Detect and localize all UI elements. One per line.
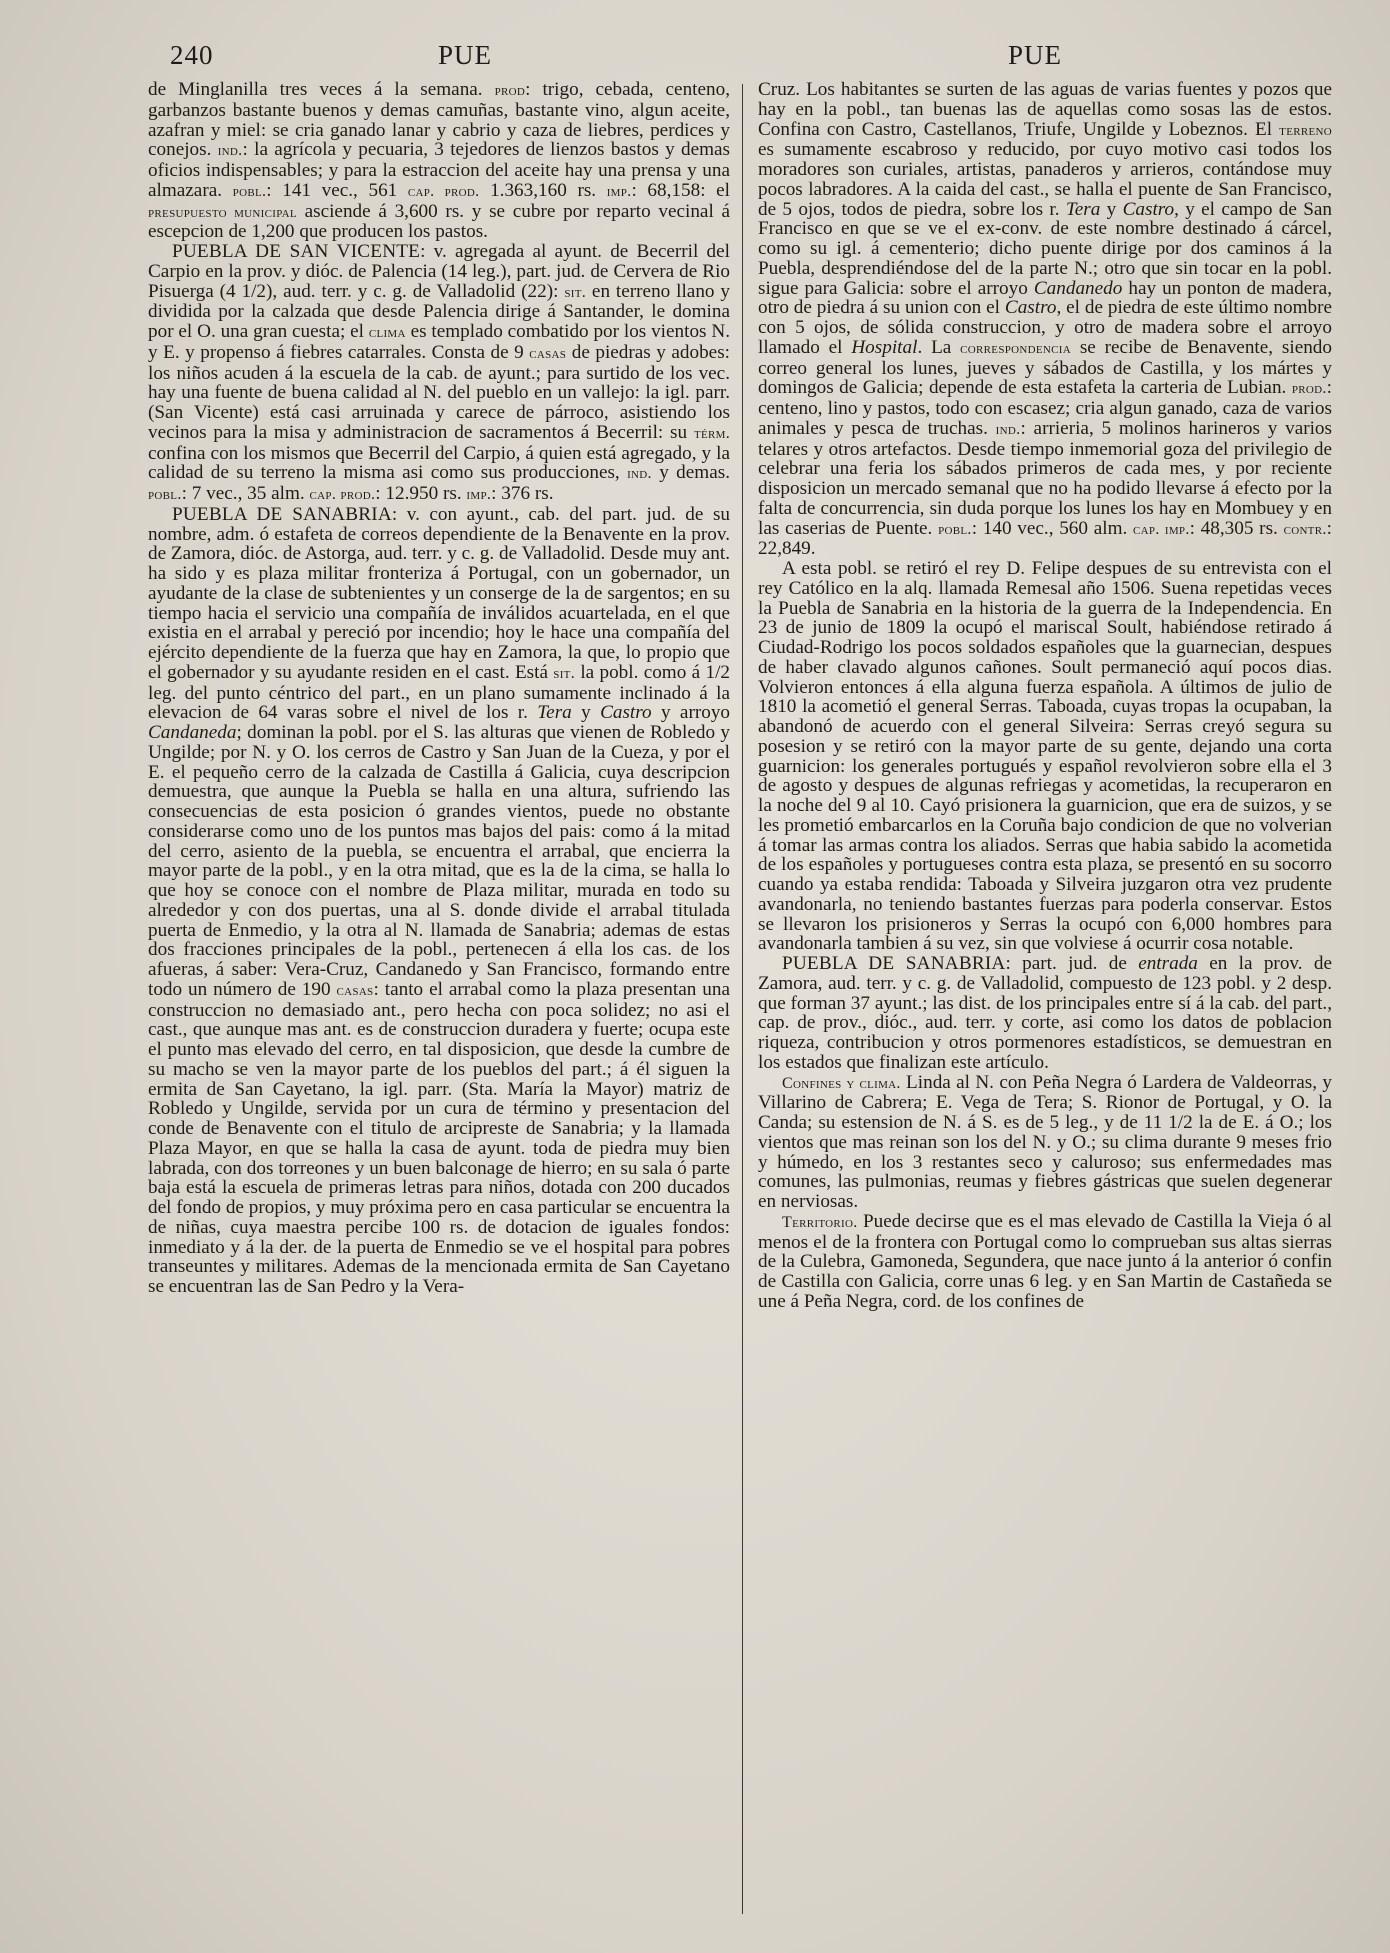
entry-puebla-de-san-vicente: PUEBLA DE SAN VICENTE: v. agregada al ayunt. de Becerril del Carpio en la prov. y dióc. de Palencia (14 leg.), part. jud. de Cervera de Rio Pisuerga (4 1/2), aud. terr. y c. g. de Valladolid (22): sit. en terreno llano y dividida por la calzada que desde Palencia dirige á Santander, le domina por el O. una gran cuesta; el clima es templado combatido por los vientos N. y E. y propenso á fiebres catarrales. Consta de 9 casas de piedras y adobes: los niños acuden á la escuela de la cab. de ayunt.; para surtido de los vec. hay una fuente de buena calidad al N. del pueblo en un vallejo: la igl. parr. (San Vicente) está casi arruinada y carece de párroco, asistiendo los vecinos para la misa y administracion de sacramentos á Becerril: su térm. confina con los mismos que Becerril del Carpio, á quien está agregado, y la calidad de su terreno la misma asi como sus producciones, ind. y demas. pobl.: 7 vec., 35 alm. cap. prod.: 12.950 rs. imp.: 376 rs. xyxy=(148,241,730,504)
entry-continuation-paragraph: de Minglanilla tres veces á la semana. prod: trigo, cebada, centeno, garbanzos bastante buenos y demas camuñas, bastante vino, algun aceite, azafran y miel: se cria ganado lanar y cabrio y caza de liebres, perdices y conejos. ind.: la agrícola y pecuaria, 3 tejedores de lienzos bastos y demas oficios indispensables; y para la estraccion del aceite hay una prensa y una almazara. pobl.: 141 vec., 561 cap. prod. 1.363,160 rs. imp.: 68,158: el presupuesto municipal asciende á 3,600 rs. y se cubre por reparto vecinal á escepcion de 1,200 que producen los pastos. xyxy=(148,80,730,243)
entry-title: PUEBLA DE SANABRIA xyxy=(172,503,392,525)
territorio-paragraph: Territorio. Puede decirse que es el mas elevado de Castilla la Vieja ó al menos el de la frontera con Portugal como lo comprueban sus altas sierras de la Culebra, Gamoneda, Segundera, que nace junto á la anterior ó confin de Castilla con Galicia, corre unas 6 leg. y en San Martin de Castañeda se une á Peña Negra, cord. de los confines de xyxy=(758,1210,1332,1312)
entry-puebla-de-sanabria-partido: PUEBLA DE SANABRIA: part. jud. de entrada en la prov. de Zamora, aud. terr. y c. g. de Valladolid, compuesto de 123 pobl. y 2 desp. que forman 37 ayunt.; las dist. de los principales entre sí á la cab. del part., cap. de prov., dióc., aud. terr. y corte, asi como los datos de poblacion riqueza, contribucion y otros pormenores estadísticos, se demuestran en los estados que finalizan este artículo. xyxy=(758,953,1332,1073)
right-running-head: PUE xyxy=(1008,40,1063,70)
column-divider xyxy=(742,84,743,1914)
confines-paragraph: Confines y clima. Linda al N. con Peña Negra ó Lardera de Valdeorras, y Villarino de Cabrera; E. Vega de Tera; S. Rionor de Portugal, y O. la Canda; su estension de N. á S. es de 5 leg., y de 11 1/2 la de E. á O.; los vientos que mas reinan son los del N. y O.; su clima durante 9 meses frio y húmedo, en los 3 restantes seco y caluroso; sus enfermedades mas comunes, las pulmonias, reumas y fiebres gástricas que suelen degenerar en nerviosas. xyxy=(758,1071,1332,1212)
left-running-head: PUE xyxy=(438,40,493,70)
entry-title: PUEBLA DE SANABRIA xyxy=(782,953,1006,974)
entry-continuation-paragraph: Cruz. Los habitantes se surten de las aguas de varias fuentes y pozos que hay en la pobl., tan buenas las de aquellas como sosas las de estos. Confina con Castro, Castellanos, Triufe, Ungilde y Lobeznos. El terreno es sumamente escabroso y reducido, por cuyo motivo casi todos los moradores son curiales, artistas, panaderos y arrieros, contándose muy pocos labradores. A la caida del cast., se halla el puente de San Francisco, de 5 ojos, todos de piedra, sobre los r. Tera y Castro, y el campo de San Francisco en que se ve el ex-conv. de este nombre destinado á cárcel, como su igl. á cementerio; dicho puente dirige por dos caminos á la Puebla, desprendiéndose del de la parte N.; otro que sin tocar en la pobl. sigue para Galicia: sobre el arroyo Candanedo hay un ponton de madera, otro de piedra á su union con el Castro, el de piedra de este último nombre con 5 ojos, de sólida construccion, y otro de madera sobre el arroyo llamado el Hospital. La correspondencia se recibe de Benavente, siendo correo general los lunes, jueves y sábados de Castilla, y los mártes y domingos de Galicia; depende de esta estafeta la carteria de Lubian. prod.: centeno, lino y pastos, todo con escasez; cria algun ganado, caza de varios animales y pesca de truchas. ind.: arrieria, 5 molinos harineros y varios telares y otros artefactos. Desde tiempo inmemorial goza del privilegio de celebrar una feria los sábados primeros de cada mes, y por reciente disposicion un mercado semanal que no ha podido llevarse á efecto por la falta de concurrencia, sin duda porque los lunes los hay en Mombuey y en las caserias de Puente. pobl.: 140 vec., 560 alm. cap. imp.: 48,305 rs. contr.: 22,849. xyxy=(758,80,1332,560)
entry-puebla-de-sanabria-villa: PUEBLA DE SANABRIA: v. con ayunt., cab. del part. jud. de su nombre, adm. ó estafeta de correos dependiente de la Benavente en la prov. de Zamora, dióc. de Astorga, aud. terr. y c. g. de Valladolid. Desde muy ant. ha sido y es plaza militar fronteriza á Portugal, con un gobernador, un ayudante de la clase de subtenientes y un conserge de la de sargentos; en su tiempo hacia el servicio una compañía de inválidos acuartelada, en el que existia en el arrabal y pereció por incendio; hoy le hace una compañía del ejército dependiente de la fuerza que hay en Zamora, la que, lo propio que el gobernador y su ayudante residen en el cast. Está sit. la pobl. como á 1/2 leg. del punto céntrico del part., en un plano sumamente inclinado á la elevacion de 64 varas sobre el nivel de los r. Tera y Castro y arroyo Candaneda; dominan la pobl. por el S. las alturas que vienen de Robledo y Ungilde; por N. y O. los cerros de Castro y San Juan de la Cueza, y por el E. el pequeño cerro de la calzada de Castilla á Galicia, cuya descripcion demuestra, que aunque la Puebla se halla en una altura, sufriendo las consecuencias de esta posicion ó grandes vientos, puede no obstante considerarse como uno de los puntos mas bajos del pais: como á la mitad del cerro, asiento de la puebla, se encuentra el arrabal, que encierra la mayor parte de la pobl., y en la otra mitad, que es la de la cima, se halla lo que hoy se conoce con el nombre de Plaza militar, murada en todo su alrededor y con dos puertas, una al S. donde divide el arrabal titulada puerta de Enmedio, y la otra al N. llamada de Sanabria; ademas de estas dos fracciones principales de la pobl., pertenecen á ella los cas. de los afueras, á saber: Vera-Cruz, Candanedo y San Francisco, formando entre todo un número de 190 casas: tanto el arrabal como la plaza presentan una construccion no demasiado ant., pero hecha con poca solidez; no asi el cast., que aunque mas ant. es de construccion duradera y fuerte; ocupa este el punto mas elevado del cerro, en tal disposicion, que desde la cumbre de su macho se ven la mayor parte de los pueblos del part.; á él siguen la ermita de San Cayetano, la igl. parr. (Sta. María la Mayor) matriz de Robledo y Ungilde, servida por un cura de término y presentacion del conde de Benavente con el titulo de arcipreste de Sanabria; y la llamada Plaza Mayor, en que se halla la casa de ayunt. toda de piedra muy bien labrada, con dos torreones y un buen balconage de hierro; en su sala ó parte baja está la escuela de primeras letras para niños, dotada con 200 ducados del fondo de propios, y muy próxima pero en casa particular se encuentra la de niñas, cuya maestra percibe 100 rs. de dotacion de iguales fondos: inmediato y á la der. de la puerta de Enmedio se ve el hospital para pobres transeuntes y militares. Ademas de la mencionada ermita de San Cayetano se encuentran las de San Pedro y la Vera- xyxy=(148,503,730,1297)
entry-title: PUEBLA DE SAN VICENTE xyxy=(172,241,421,262)
right-column xyxy=(758,80,1332,1920)
section-label: Territorio. xyxy=(782,1213,858,1231)
page-header xyxy=(170,40,1320,76)
page-number: 240 xyxy=(170,40,214,70)
history-paragraph: A esta pobl. se retiró el rey D. Felipe despues de su entrevista con el rey Católico en la alq. llamada Remesal año 1506. Suena repetidas veces la Puebla de Sanabria en la historia de la guerra de la Independencia. En 23 de junio de 1809 la ocupó el mariscal Soult, habiéndose retirado á Ciudad-Rodrigo los pocos soldados españoles que la guarnecian, despues de haber clavado algunos cañones. Soult permaneció aquí pocos dias. Volvieron entonces á ella alguna fuerza española. A últimos de julio de 1810 la acometió el general Serras. Taboada, cuyas tropas la ocupaban, la abandonó de acuerdo con el general Silveira: Serras creyó segura su posesion y se retiró con la mayor parte de su gente, dejando una corta guarnicion: los generales portugués y español revolvieron sobre ella el 3 de agosto y despues de algunas refriegas y acometidas, la recuperaron en la noche del 9 al 10. Cayó prisionera la guarnicion, que era de suizos, y se les prometió embarcarlos en la Coruña bajo condicion de que no volverian á tomar las armas contra los aliados. Serras que habia sabido la acometida de los españoles y portugueses contra esta plaza, se presentó en su socorro cuando ya estaba rendida: Taboada y Silveira juzgaron otra vez prudente avandonarla, no teniendo bastantes fuerzas para poderla conservar. Estos se llevaron los prisioneros y Serras la ocupó con 6,000 hombres para avandonarla tambien á su vez, sin que volviese á ocurrir cosa notable. xyxy=(758,558,1332,955)
left-column xyxy=(148,80,730,1920)
section-label: Confines y clima. xyxy=(782,1074,901,1092)
